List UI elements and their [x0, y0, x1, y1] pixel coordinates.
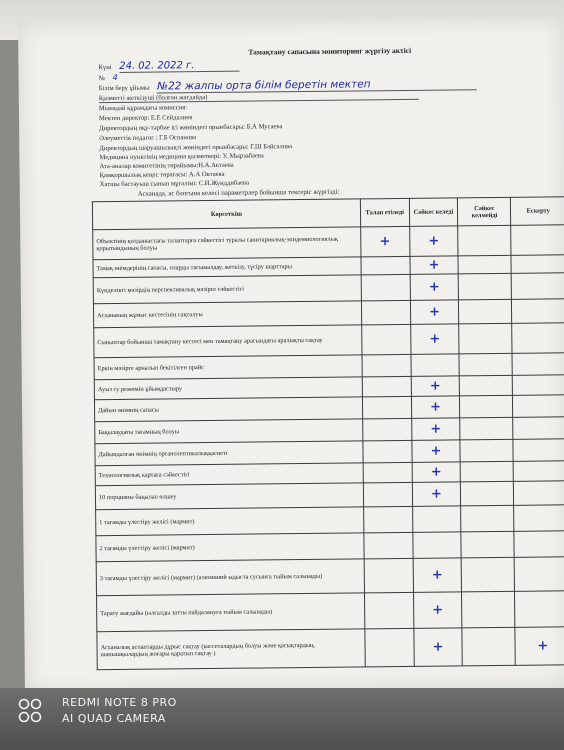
indicator-cell: 1 тағамды үлестіру желісі (мармит) [96, 507, 364, 536]
table-row [94, 323, 564, 358]
compliant-cell [412, 482, 461, 507]
required-cell [364, 558, 413, 593]
noncompliant-cell [460, 395, 513, 418]
member-4: Директордың шаруашылықті жөніндегі орынбасары: Г.Ш Байсалова [99, 143, 293, 153]
inspection-intro: Асханада, ас блогына келесі параметрлер бойынша тексеріс жүргізді: [137, 188, 340, 198]
note-cell [512, 273, 564, 300]
table-row [97, 627, 564, 670]
required-cell [361, 274, 410, 301]
watermark-camera: AI QUAD CAMERA [62, 712, 166, 725]
note-cell [515, 591, 564, 628]
noncompliant-cell [462, 591, 515, 628]
required-cell [361, 300, 410, 325]
camera-lens-icon [18, 698, 42, 724]
note-cell [514, 505, 564, 532]
handwritten-mark: + [428, 279, 440, 295]
compliant-cell [409, 226, 458, 257]
required-cell [362, 324, 411, 355]
handwritten-mark: + [537, 638, 549, 654]
indicator-cell: Сыныптар бойынша тамақтану кестесі мен тамақтану арасындағы аралықты сақтау [94, 325, 362, 358]
note-cell [514, 531, 564, 558]
indicator-cell: Асхананың жұмыс кестесінің сақталуы [93, 301, 361, 328]
date-value: 24. 02. 2022 г. [119, 60, 239, 73]
compliant-cell [411, 354, 460, 377]
indicator-cell: Бақылаудағы тағамның болуы [95, 419, 363, 444]
compliant-cell [413, 628, 462, 667]
compliant-cell [412, 462, 461, 483]
compliant-cell [411, 418, 460, 441]
member-1: Мектеп директор: Е.Е Сейдалиев [98, 114, 193, 123]
noncompliant-cell [462, 557, 515, 592]
handwritten-mark: + [429, 304, 441, 320]
handwritten-mark: + [430, 399, 442, 415]
noncompliant-cell [459, 323, 512, 354]
compliant-cell [413, 592, 462, 629]
indicator-cell: Күнделікті мәзірдің перспективалық мәзірге сәйкестігі [93, 275, 361, 304]
date-line [98, 60, 239, 73]
number-value: 4 [112, 72, 118, 83]
header-note: Ескерту [511, 197, 564, 226]
noncompliant-cell [461, 531, 514, 558]
note-cell [515, 557, 564, 592]
handwritten-mark: + [428, 233, 440, 249]
required-cell [361, 226, 410, 257]
member-7: Қамқоршылық кеңес төрағасы: А.А Октаева [99, 170, 225, 180]
handwritten-mark: + [429, 331, 441, 347]
note-cell [513, 395, 564, 418]
required-cell [363, 482, 412, 507]
organization-line [99, 77, 478, 94]
required-cell [365, 628, 414, 667]
member-2: Директордың оқу-тәрбие ісі жөніндегі орынбасары: Б.А Мусаева [99, 123, 283, 133]
header-noncompliant: Сәйкес келмейді [458, 197, 511, 226]
note-cell [511, 255, 564, 274]
required-cell [363, 506, 412, 533]
note-cell [512, 299, 564, 324]
indicator-cell: Технологиялық картаға сәйкестігі [95, 463, 363, 486]
handwritten-mark: + [430, 421, 442, 437]
required-cell [364, 592, 413, 629]
compliant-cell [412, 506, 461, 533]
handwritten-mark: + [429, 378, 441, 394]
table-row [97, 591, 564, 632]
note-cell [512, 353, 564, 376]
noncompliant-cell [460, 375, 513, 396]
handwritten-mark: + [430, 486, 442, 502]
compliant-cell [410, 300, 459, 325]
noncompliant-cell [461, 461, 514, 482]
note-cell [514, 461, 564, 482]
header-compliant: Сәйкес келеді [409, 198, 458, 227]
compliant-cell [412, 532, 461, 559]
required-cell [364, 532, 413, 559]
member-8: Хатшы бастауыш сынып мұғалімі: С.И.Жунддибаева [99, 179, 250, 189]
note-cell [513, 439, 564, 462]
required-cell [363, 462, 412, 483]
handwritten-mark: + [431, 567, 443, 583]
supplier-label: Қызметті жеткізуші (болған жағдайда) [99, 92, 419, 103]
handwritten-mark: + [428, 257, 440, 273]
note-cell [514, 481, 564, 506]
required-cell [363, 418, 412, 441]
table-row [93, 225, 564, 260]
indicator-cell: Ауыз су режимін ұйымдастыру [94, 377, 362, 400]
note-cell [515, 627, 564, 666]
handwritten-mark: + [430, 443, 442, 459]
indicator-cell: 3 тағамды үлестіру желісі (мармит) (алюминий ыдыста сусынға тыйым салынады) [96, 559, 364, 596]
required-cell [362, 396, 411, 419]
commission-label: Мынадай құрамдағы комиссия: [98, 104, 188, 113]
noncompliant-cell [460, 439, 513, 462]
handwritten-mark: + [432, 602, 444, 618]
document-sheet [18, 16, 564, 694]
noncompliant-cell [459, 353, 512, 376]
compliant-cell [410, 324, 459, 355]
noncompliant-cell [461, 481, 514, 506]
noncompliant-cell [461, 505, 514, 532]
organization-value: №22 жалпы орта білім беретін мектеп [157, 77, 477, 93]
handwritten-mark: + [432, 639, 444, 655]
inspection-table [92, 196, 564, 670]
required-cell [362, 376, 411, 397]
indicator-cell: Асханалық аспаптарды дұрыс сақтау (кассеталардың болуы және қасықтардың, шанышқылардың жоғары қаратып сақтау ) [97, 629, 365, 670]
handwritten-mark: + [430, 464, 442, 480]
member-3: Әлеуметтік педагог : Г.Б Оспанова [99, 134, 197, 143]
required-cell [362, 354, 411, 377]
note-cell [513, 417, 564, 440]
noncompliant-cell [458, 225, 511, 256]
member-6: Ата-аналар комитетінің төрайымы:Н.А.Актаева [99, 161, 234, 171]
indicator-cell: 2 тағамды үлестіру желісі (мармит) [96, 533, 364, 562]
required-cell [361, 256, 410, 275]
note-cell [512, 323, 564, 354]
required-cell [363, 440, 412, 463]
compliant-cell [411, 440, 460, 463]
note-cell [511, 225, 564, 256]
number-label: № [98, 75, 105, 83]
header-indicator: Көрсеткіш [92, 199, 360, 230]
document-title: Тамақтану сапасына мониторинг жүргізу актісі [248, 45, 412, 57]
noncompliant-cell [460, 417, 513, 440]
table-row [96, 557, 564, 596]
table-body [93, 225, 564, 670]
compliant-cell [411, 376, 460, 397]
noncompliant-cell [459, 273, 512, 300]
compliant-cell [411, 396, 460, 419]
note-cell [513, 375, 564, 396]
handwritten-mark: + [379, 234, 391, 250]
noncompliant-cell [458, 255, 511, 274]
indicator-cell: Еркін мәзірге арналып бекітілген прайс [94, 355, 362, 380]
header-required: Талап етіледі [360, 198, 409, 227]
indicator-cell: Тамақ өнімдерінің сапасы, оларды тасымалдау, жеткізу, түсіру шарттары [93, 257, 361, 278]
indicator-cell: Дайын өнімнің сапасы [94, 397, 362, 422]
indicator-cell: 10 порцияны бақылап өлшеу [95, 483, 363, 510]
compliant-cell [410, 256, 459, 275]
watermark-model: REDMI NOTE 8 PRO [62, 696, 177, 709]
organization-label: Білім беру ұйымы [98, 84, 150, 93]
member-5: Медицина пунктінің медицина қызметкері: У. Мырзабаева [99, 152, 264, 162]
compliant-cell [413, 558, 462, 593]
indicator-cell: Объектінің қолданыстағы талаптарға сәйкестігі туралы санитариялық-эпидемиологиялық қорытындының болуы [93, 227, 361, 260]
noncompliant-cell [462, 627, 515, 666]
indicator-cell: Тарату жағдайы (ылғалды затты пайдалануға тыйым салынады) [97, 593, 365, 632]
noncompliant-cell [459, 299, 512, 324]
compliant-cell [410, 274, 459, 301]
indicator-cell: Дайындалған өнімнің органолептикалыққасиеті [95, 441, 363, 466]
date-label: Күні [98, 64, 112, 72]
